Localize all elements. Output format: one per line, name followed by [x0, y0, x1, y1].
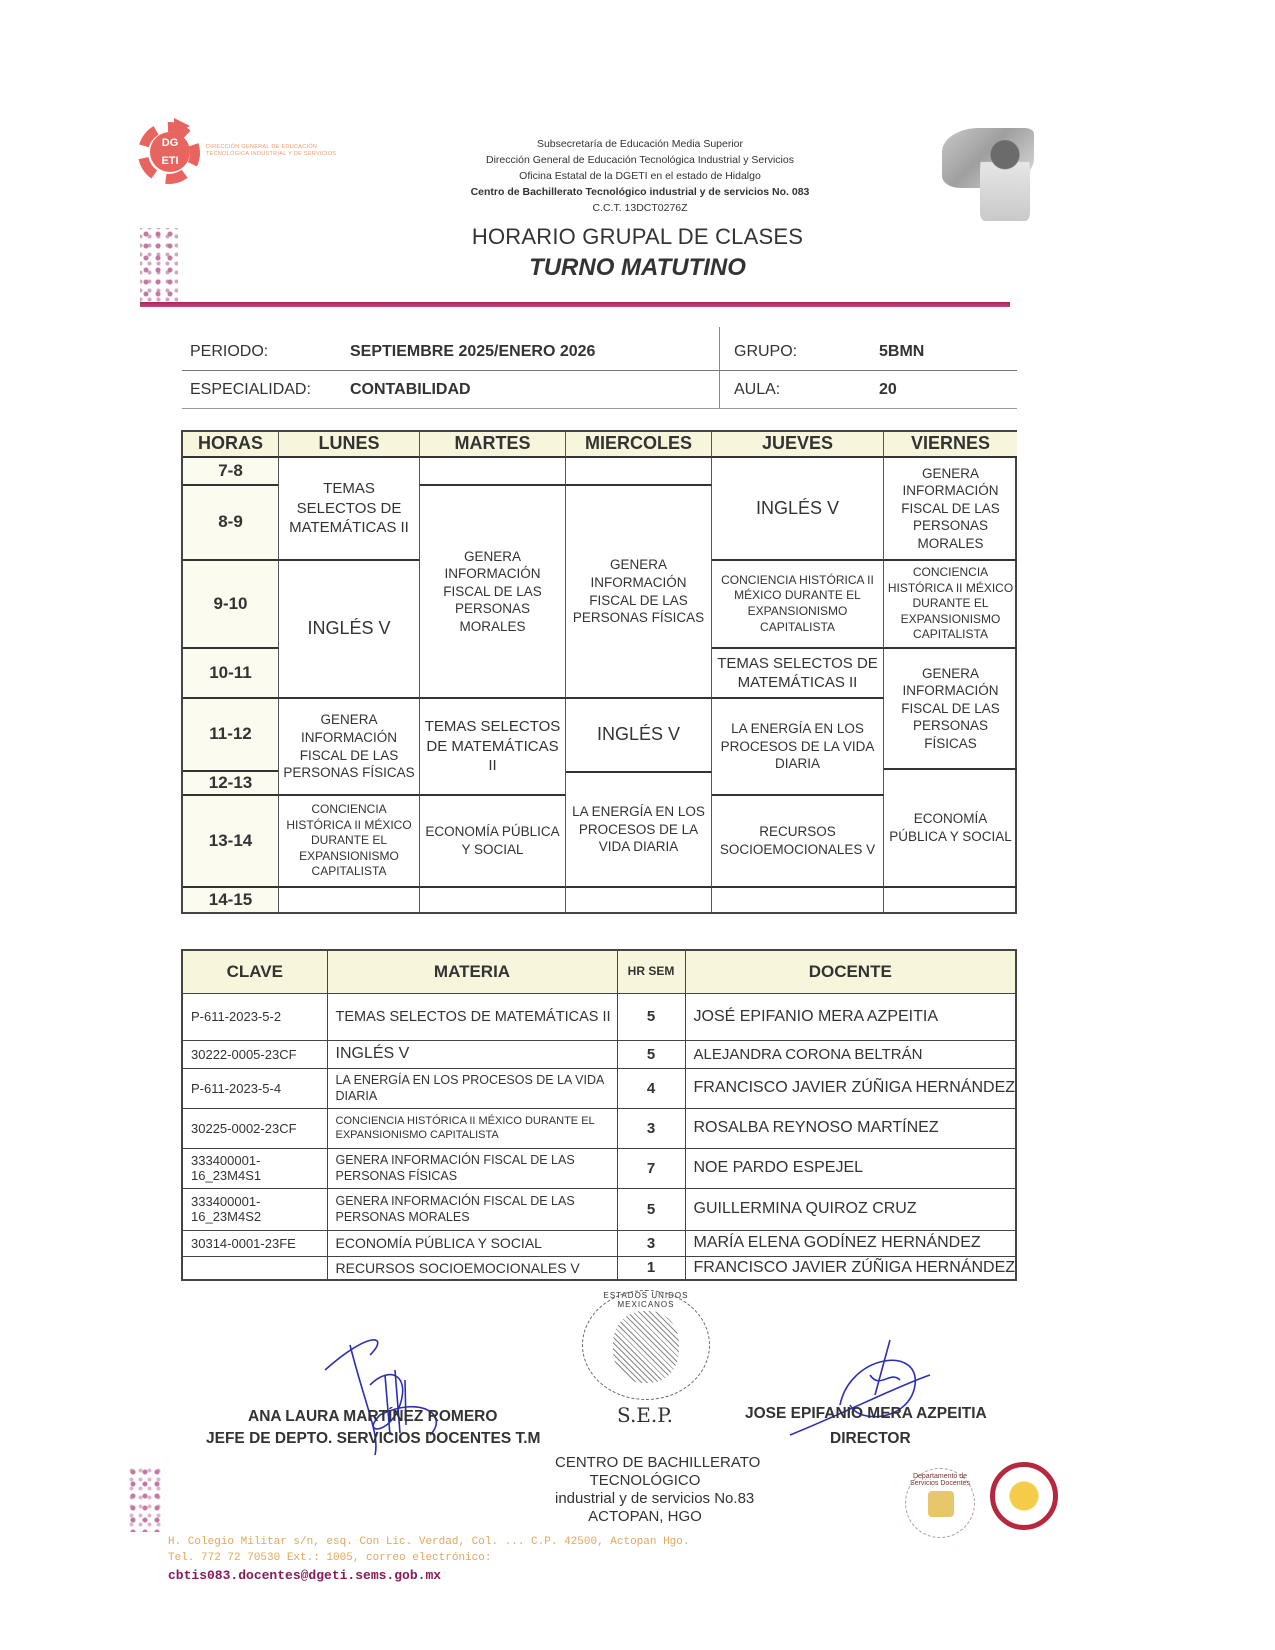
- sep-label: S.E.P.: [616, 1403, 674, 1427]
- school-mascot-logo-icon: [990, 1462, 1058, 1530]
- grupo-value: 5BMN: [879, 343, 925, 360]
- clave-cell: 333400001-16_23M4S1: [182, 1148, 327, 1188]
- logo-text-line: TECNOLÓGICA INDUSTRIAL Y DE SERVICIOS: [206, 151, 337, 157]
- flag-woman-image: [942, 128, 1042, 223]
- info-row-especialidad: [182, 371, 1017, 409]
- table-row: [182, 1068, 1016, 1108]
- grupo-label: GRUPO:: [734, 343, 798, 360]
- header-line: Dirección General de Educación Tecnológica Industrial y Servicios: [486, 154, 794, 166]
- class-cell-jueves-empty: [712, 888, 884, 912]
- badge-text: Departamento de Servicios Docentes: [910, 1473, 970, 1487]
- materia-cell: GENERA INFORMACIÓN FISCAL DE LAS PERSONAS MORALES: [327, 1188, 617, 1230]
- class-cell-viernes: ECONOMÍA PÚBLICA Y SOCIAL: [884, 770, 1017, 888]
- class-cell-jueves: INGLÉS V: [712, 458, 884, 561]
- aula-label: AULA:: [734, 381, 781, 398]
- docente-cell: GUILLERMINA QUIROZ CRUZ: [685, 1188, 1016, 1230]
- stamp-line: ACTOPAN, HGO: [588, 1508, 702, 1525]
- class-cell-miercoles: GENERA INFORMACIÓN FISCAL DE LAS PERSONAS FÍSICAS: [566, 486, 712, 699]
- class-cell-lunes: INGLÉS V: [279, 561, 420, 699]
- class-cell-miercoles: INGLÉS V: [566, 699, 712, 773]
- class-cell-jueves: LA ENERGÍA EN LOS PROCESOS DE LA VIDA DIARIA: [712, 699, 884, 796]
- class-cell-viernes-empty: [884, 888, 1017, 912]
- header-martes: MARTES: [420, 432, 566, 458]
- class-cell-jueves: CONCIENCIA HISTÓRICA II MÉXICO DURANTE EL EXPANSIONISMO CAPITALISTA: [712, 561, 884, 649]
- hrs-cell: 3: [617, 1108, 685, 1148]
- footer-email-link[interactable]: cbtis083.docentes@dgeti.sems.gob.mx: [168, 1568, 442, 1583]
- materia-cell: CONCIENCIA HISTÓRICA II MÉXICO DURANTE EL EXPANSIONISMO CAPITALISTA: [327, 1108, 617, 1148]
- materia-cell: INGLÉS V: [327, 1040, 617, 1068]
- footer-address: H. Colegio Militar s/n, esq. Con Lic. Verdad, Col. ... C.P. 42500, Actopan Hgo.: [168, 1536, 690, 1548]
- class-cell-lunes: TEMAS SELECTOS DE MATEMÁTICAS II: [279, 458, 420, 561]
- col-hr-sem: HR SEM: [617, 950, 685, 993]
- schedule-grid: [181, 430, 1017, 914]
- class-cell-martes: GENERA INFORMACIÓN FISCAL DE LAS PERSONAS MORALES: [420, 486, 566, 699]
- class-cell-martes: ECONOMÍA PÚBLICA Y SOCIAL: [420, 796, 566, 888]
- subjects-table: [181, 949, 1017, 1281]
- dgeti-logo: [138, 118, 368, 196]
- sep-seal: [582, 1290, 710, 1400]
- materia-cell: RECURSOS SOCIOEMOCIONALES V: [327, 1256, 617, 1280]
- signer-left-name: ANA LAURA MARTÍNEZ ROMERO: [248, 1408, 498, 1425]
- especialidad-value: CONTABILIDAD: [350, 381, 471, 398]
- header-jueves: JUEVES: [712, 432, 884, 458]
- aula-value: 20: [879, 381, 897, 398]
- class-cell-miercoles: LA ENERGÍA EN LOS PROCESOS DE LA VIDA DIARIA: [566, 773, 712, 888]
- logo-text-line: DIRECCIÓN GENERAL DE EDUCACIÓN: [206, 144, 318, 150]
- page-subtitle: TURNO MATUTINO: [529, 254, 746, 281]
- badge-emblem-icon: [928, 1491, 954, 1517]
- hour-9-10: 9-10: [183, 561, 279, 649]
- class-cell-martes: TEMAS SELECTOS DE MATEMÁTICAS II: [420, 699, 566, 796]
- col-docente: DOCENTE: [685, 950, 1016, 993]
- class-cell-lunes: CONCIENCIA HISTÓRICA II MÉXICO DURANTE EL EXPANSIONISMO CAPITALISTA: [279, 796, 420, 888]
- col-clave: CLAVE: [182, 950, 327, 993]
- table-row: [182, 1230, 1016, 1256]
- class-cell-jueves: RECURSOS SOCIOEMOCIONALES V: [712, 796, 884, 888]
- docente-cell: FRANCISCO JAVIER ZÚÑIGA HERNÁNDEZ: [685, 1256, 1016, 1280]
- stamp-line: CENTRO DE BACHILLERATO: [555, 1454, 761, 1471]
- docente-cell: MARÍA ELENA GODÍNEZ HERNÁNDEZ: [685, 1230, 1016, 1256]
- hrs-cell: 5: [617, 1188, 685, 1230]
- clave-cell: 333400001-16_23M4S2: [182, 1188, 327, 1230]
- header-miercoles: MIERCOLES: [566, 432, 712, 458]
- docente-cell: FRANCISCO JAVIER ZÚÑIGA HERNÁNDEZ: [685, 1068, 1016, 1108]
- hrs-cell: 7: [617, 1148, 685, 1188]
- especialidad-label: ESPECIALIDAD:: [190, 381, 311, 398]
- hour-13-14: 13-14: [183, 796, 279, 888]
- clave-cell: P-611-2023-5-4: [182, 1068, 327, 1108]
- logo-abbrev-bottom: ETI: [161, 155, 179, 167]
- floral-ornament-icon: [127, 1466, 163, 1532]
- clave-cell: 30222-0005-23CF: [182, 1040, 327, 1068]
- periodo-label: PERIODO:: [190, 343, 269, 360]
- stamp-line: TECNOLÓGICO: [589, 1472, 701, 1489]
- signer-left-role: JEFE DE DEPTO. SERVICIOS DOCENTES T.M: [206, 1430, 541, 1447]
- hrs-cell: 4: [617, 1068, 685, 1108]
- servicios-docentes-badge: [905, 1468, 975, 1538]
- class-cell-jueves: TEMAS SELECTOS DE MATEMÁTICAS II: [712, 649, 884, 699]
- hour-8-9: 8-9: [183, 486, 279, 561]
- signature-left-icon: [310, 1325, 480, 1475]
- class-cell-miercoles-empty: [566, 458, 712, 486]
- docente-cell: ALEJANDRA CORONA BELTRÁN: [685, 1040, 1016, 1068]
- header-divider: [140, 302, 1010, 307]
- header-viernes: VIERNES: [884, 432, 1017, 458]
- class-cell-viernes: GENERA INFORMACIÓN FISCAL DE LAS PERSONAS MORALES: [884, 458, 1017, 561]
- clave-cell: 30225-0002-23CF: [182, 1108, 327, 1148]
- materia-cell: TEMAS SELECTOS DE MATEMÁTICAS II: [327, 993, 617, 1040]
- docente-cell: ROSALBA REYNOSO MARTÍNEZ: [685, 1108, 1016, 1148]
- header-lunes: LUNES: [279, 432, 420, 458]
- info-row-periodo: [182, 333, 1017, 371]
- table-row: [182, 993, 1016, 1040]
- logo-badge: [150, 132, 190, 172]
- hour-14-15: 14-15: [183, 888, 279, 912]
- class-cell-viernes: GENERA INFORMACIÓN FISCAL DE LAS PERSONAS FÍSICAS: [884, 649, 1017, 770]
- clave-cell: P-611-2023-5-2: [182, 993, 327, 1040]
- signer-right-role: DIRECTOR: [830, 1430, 911, 1447]
- hrs-cell: 3: [617, 1230, 685, 1256]
- logo-text: [206, 144, 336, 158]
- signature-right-icon: [780, 1335, 950, 1445]
- class-cell-martes-empty: [420, 888, 566, 912]
- clave-cell: 30314-0001-23FE: [182, 1230, 327, 1256]
- seal-arc-text: ESTADOS UNIDOS MEXICANOS: [603, 1291, 689, 1309]
- hrs-cell: 1: [617, 1256, 685, 1280]
- class-cell-viernes: CONCIENCIA HISTÓRICA II MÉXICO DURANTE EL EXPANSIONISMO CAPITALISTA: [884, 561, 1017, 649]
- header-horas: HORAS: [183, 432, 279, 458]
- table-row: [182, 1108, 1016, 1148]
- footer-phone: Tel. 772 72 70530 Ext.: 1005, correo electrónico:: [168, 1552, 492, 1564]
- stamp-line: industrial y de servicios No.83: [555, 1490, 755, 1507]
- table-row: [182, 1256, 1016, 1280]
- class-cell-lunes-empty: [279, 888, 420, 912]
- hrs-cell: 5: [617, 1040, 685, 1068]
- hour-10-11: 10-11: [183, 649, 279, 699]
- table-row: [182, 1040, 1016, 1068]
- docente-cell: NOE PARDO ESPEJEL: [685, 1148, 1016, 1188]
- subjects-header-row: [182, 950, 1016, 993]
- class-cell-miercoles-empty: [566, 888, 712, 912]
- materia-cell: LA ENERGÍA EN LOS PROCESOS DE LA VIDA DIARIA: [327, 1068, 617, 1108]
- eagle-emblem-icon: [613, 1311, 679, 1383]
- signer-right-name: JOSE EPIFANIO MERA AZPEITIA: [745, 1405, 987, 1422]
- materia-cell: ECONOMÍA PÚBLICA Y SOCIAL: [327, 1230, 617, 1256]
- header-line: Centro de Bachillerato Tecnológico industrial y de servicios No. 083: [470, 186, 810, 198]
- hour-12-13: 12-13: [183, 772, 279, 796]
- header-line: Subsecretaría de Educación Media Superior: [536, 138, 744, 150]
- portrait-figure: [980, 136, 1030, 221]
- docente-cell: JOSÉ EPIFANIO MERA AZPEITIA: [685, 993, 1016, 1040]
- hour-7-8: 7-8: [183, 458, 279, 486]
- logo-abbrev-top: DG: [161, 137, 179, 149]
- header-line-cct: C.C.T. 13DCT0276Z: [592, 202, 688, 214]
- table-row: [182, 1188, 1016, 1230]
- table-row: [182, 1148, 1016, 1188]
- clave-cell: [182, 1256, 327, 1280]
- hour-11-12: 11-12: [183, 699, 279, 772]
- page-title: HORARIO GRUPAL DE CLASES: [471, 224, 804, 249]
- col-materia: MATERIA: [327, 950, 617, 993]
- class-cell-martes-empty: [420, 458, 566, 486]
- hrs-cell: 5: [617, 993, 685, 1040]
- institution-header: [360, 136, 920, 216]
- materia-cell: GENERA INFORMACIÓN FISCAL DE LAS PERSONAS FÍSICAS: [327, 1148, 617, 1188]
- periodo-value: SEPTIEMBRE 2025/ENERO 2026: [350, 343, 596, 360]
- group-info: [182, 333, 1017, 409]
- header-line: Oficina Estatal de la DGETI en el estado de Hidalgo: [519, 170, 761, 182]
- class-cell-lunes: GENERA INFORMACIÓN FISCAL DE LAS PERSONAS FÍSICAS: [279, 699, 420, 796]
